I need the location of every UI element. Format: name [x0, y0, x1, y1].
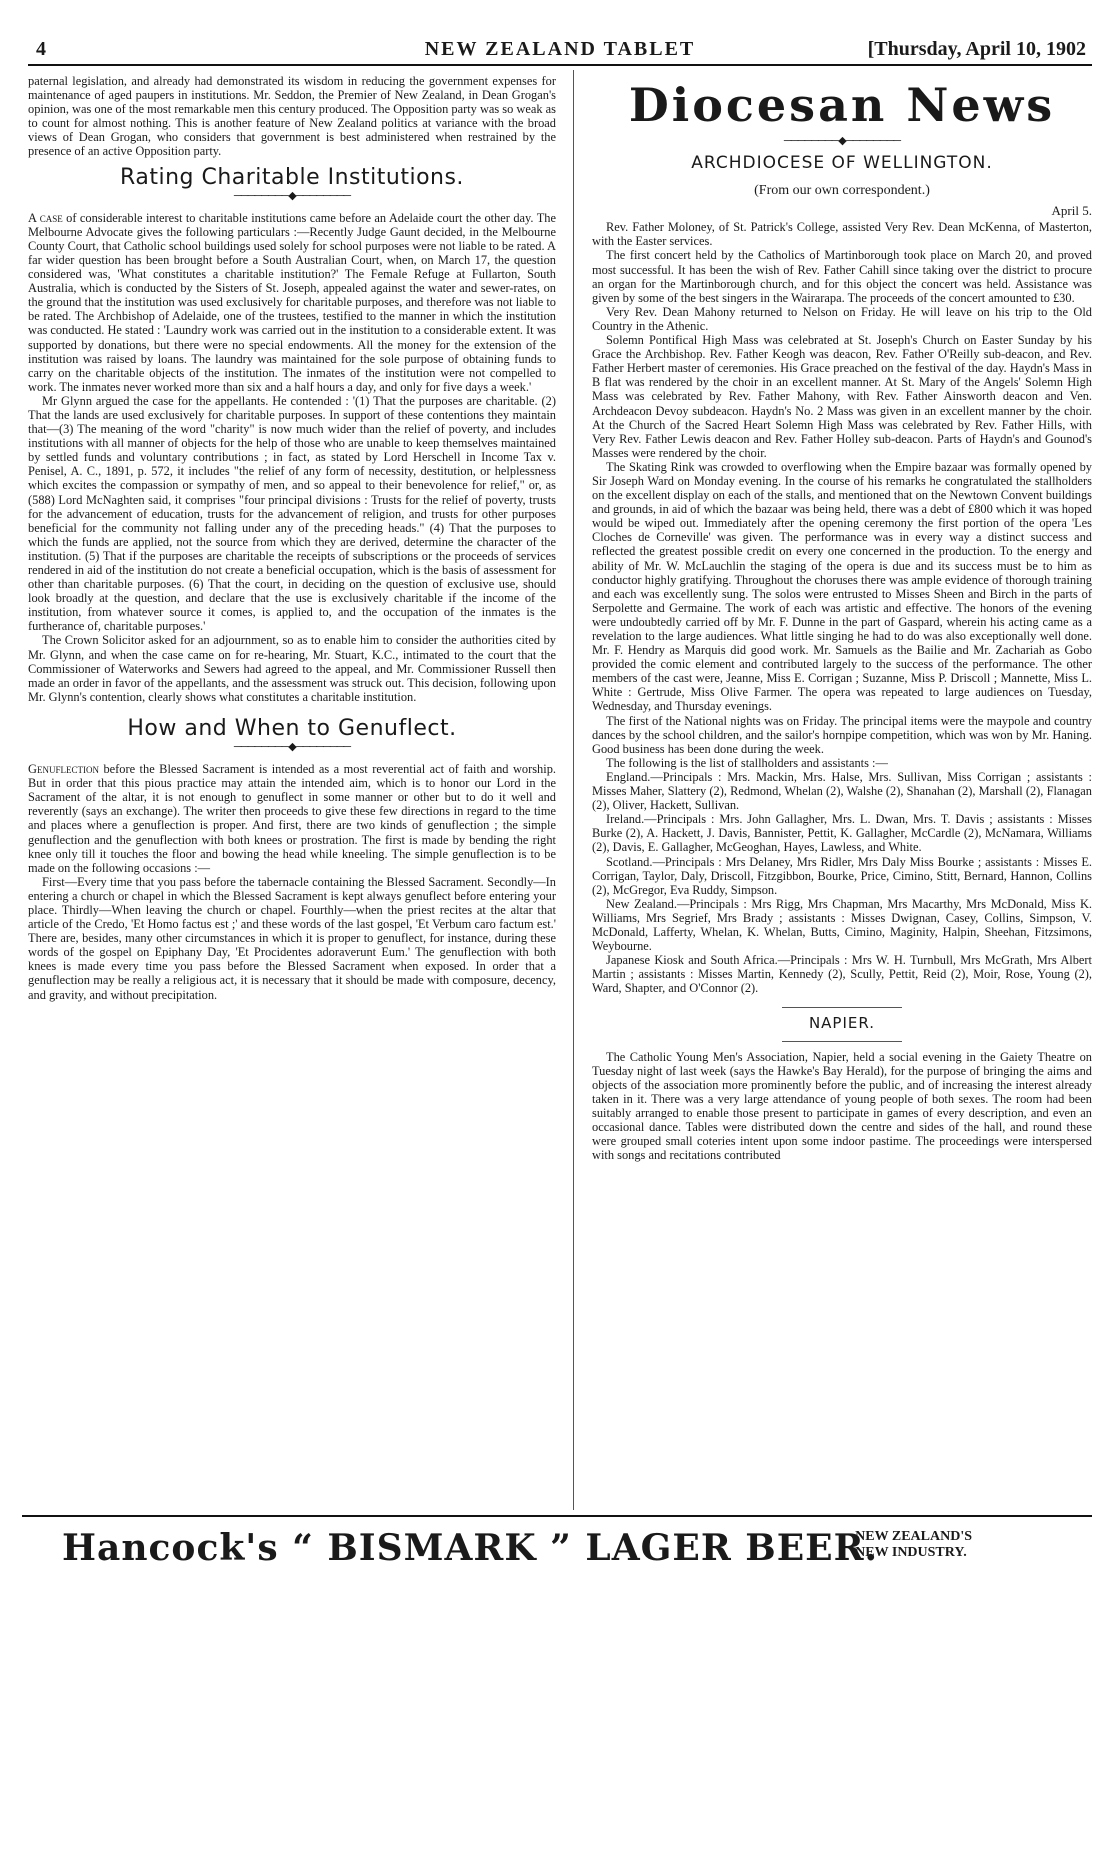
- genuflect-lead: Genuflection: [28, 762, 99, 777]
- genuflect-paragraph-2: First—Every time that you pass before the tabernacle containing the Blessed Sacrament. Secondly—In entering a church or chapel in which the Blessed Sacrament is kept always genuflect before entering your place. Thirdly—When leaving the church or chapel. Fourthly—when the priest recites at the altar that article of the Credo, 'Et Homo factus est ;' and these words of the last gospel, 'Et Verbum caro factum est.' There are, besides, many other circumstances in which it is proper to genuflect, for instance, during these words of the gospel on Epiphany Day, 'Et Procidentes adoraverunt Eum.' The genuflection with both knees is made every time you pass before the Blessed Sacrament when exposed. In order that a genuflection may be really a religious act, it is necessary that it should be made with composure, decency, and gravity, and without precipitation.: [28, 874, 556, 1002]
- news-paragraph: The Skating Rink was crowded to overflowing when the Empire bazaar was formally opened by Sir Joseph Ward on Monday evening. In the course of his remarks he congratulated the stallholders on the excellent display on each of the stalls, and mentioned that on the Newtown Convent buildings and grounds, in aid of which the bazaar was being held, there was a debt of £800 which it was hoped would be wiped out. Immediately after the opening ceremony the first portion of the opera 'Les Cloches de Corneville' was given. The performance was in every way a distinct success and reflected the greatest possible credit on every one concerned in the production. To the energy and ability of Mr. W. McLauchlin the staging of the opera is due and its success must be to him as conductor highly gratifying. Throughout the choruses there was ample evidence of thorough training and each was excellently sung. The solos were entrusted to Misses Sheen and Birch in the parts of Serpolette and Germaine. The work of each was artistic and effective. The honors of the evening were undoubtedly carried off by Mr. F. Dunne in the part of Gaspard, wherein his acting came as a revelation to the large audiences. What little singing he had to do was also exceptionally well done. Mr. F. Hendry as Marquis did good work. Mr. Samuels as the Bailie and Mr. Zachariah as Gobo provided the comic element and contributed largely to the success of the performance. The other members of the cast were, Jeanne, Miss E. Corrigan ; Suzanne, Miss P. Driscoll ; Mannette, Miss L. White : Gertrude, Miss Olive Farmer. The opera was repeated to large audiences on Tuesday, Wednesday, and Thursday evenings.: [592, 459, 1092, 714]
- ornament-divider: ────────◆────────: [233, 741, 351, 754]
- rating-paragraph-2: Mr Glynn argued the case for the appellants. He contended : '(1) That the purposes are charitable. (2) That the lands are used exclusively for charitable purposes. In support of these contentions they maintain that—(3) The meaning of the word "charity" is now much wider than the relief of poverty, and includes institutions with all manner of objects for the help of those who are unable to keep themselves maintained by settled funds and voluntary contributions ; in fact, as stated by Lord Herschell in Income Tax v. Penisel, A. C., 1891, p. 572, it includes "the relief of any form of necessity, destitution, or helplessness which excites the compassion or sympathy of men, and so appeal to their benevolence for relief," or, as (588) Lord McNaghten said, it comprises "four principal divisions : Trusts for the relief of poverty, trusts for the advancement of education, trusts for the advancement of religion, and trusts for other purposes beneficial for the community not falling under any of the preceding heads." (4) That the purposes to which the funds are applied, not the source from which they are derived, determine the character of the institution. (5) That if the purposes are charitable the receipts of subscriptions or the proceeds of services rendered in aid of the institution do not create a beneficial occupation, which is the basis of assessment for other than charitable purposes. (6) That the court, in deciding on the question of exclusive use, should look broadly at the question, and declare that the use is exclusively charitable if the income of the institution, from whatever source it comes, is applied to, and the occupation of the inmates is the furtherance of, charitable purposes.': [28, 393, 556, 634]
- news-paragraph: The first of the National nights was on Friday. The principal items were the maypole and country dances by the school children, and the sailor's hornpipe competition, which was won by Mr. Haning. Good business has been done during the week.: [592, 713, 1092, 756]
- ornament-divider: ────────◆────────: [233, 189, 351, 202]
- ornament-divider: ────────◆────────: [783, 135, 901, 147]
- section-title: Diocesan News: [628, 78, 1056, 132]
- page-header: [28, 34, 1092, 66]
- rating-paragraph-3: The Crown Solicitor asked for an adjournment, so as to enable him to consider the authorities cited by Mr. Glynn, and when the case came on for re-hearing, Mr. Stuart, K.C., intimated to the court that the Commissioner of Waterworks and Sewers had agreed to the appeal, and Mr. Commissioner Russell then made an order in favor of the appellants, and the assessment was struck out. This decision, following upon Mr. Glynn's contention, clearly shows what constitutes a charitable institution.: [28, 633, 556, 704]
- genuflect-heading: How and When to Genuflect.: [127, 715, 457, 741]
- news-paragraph: The following is the list of stallholders and assistants :—: [606, 755, 888, 770]
- left-column: [28, 74, 556, 1504]
- section-rule: [782, 1041, 902, 1042]
- advertisement-footer: [22, 1515, 1092, 1577]
- industry-line-2: NEW INDUSTRY.: [855, 1545, 967, 1560]
- page-number: 4: [36, 38, 46, 60]
- stall-list-item: England.—Principals : Mrs. Mackin, Mrs. Halse, Mrs. Sullivan, Miss Corrigan ; assistants : Misses Maher, Slattery (2), Redmond, Whelan (2), Walshe (2), Shanahan (2), Marshall (2), Flanagan (2), Oliver, Hackett, Sullivan.: [592, 769, 1092, 813]
- right-column: [592, 74, 1092, 1504]
- genuflect-text: before the Blessed Sacrament is intended as a most reverential act of faith and worship. But in order that this pious practice may attain the intended aim, which is to honor our Lord in the Sacrament of the altar, it is not enough to genuflect in some manner or other but to do it well and reverently (says an exchange). The writer then proceeds to give these few directions in regard to the time and places where a genuflection is proper. And first, there are two kinds of genuflection ; the simple genuflection and the genuflection with both knees or prostration. The first is made by bending the right knee only till it touches the floor and bowing the head while kneeling. The simple genuflection is to be made on the following occasions :—: [28, 762, 556, 875]
- rating-heading: Rating Charitable Institutions.: [120, 164, 464, 190]
- intro-paragraph: paternal legislation, and already had demonstrated its wisdom in reducing the government expenses for maintenance of aged paupers in institutions. Mr. Seddon, the Premier of New Zealand, in Dean Grogan's opinion, was one of the most remarkable men this century produced. The Opposition party was so weak as to count for almost nothing. This is another feature of New Zealand politics at variance with the broad views of Dean Grogan, who considers that government is best administered when restrained by the presence of an active Opposition party.: [28, 74, 556, 159]
- section-rule: [782, 1007, 902, 1008]
- rating-lead: A case: [28, 210, 63, 225]
- section-subtitle: ARCHDIOCESE OF WELLINGTON.: [691, 153, 993, 173]
- napier-heading: NAPIER.: [808, 1014, 876, 1033]
- column-rule: [573, 70, 574, 1510]
- industry-line-1: NEW ZEALAND'S: [855, 1529, 972, 1544]
- industry-note: [855, 1529, 972, 1561]
- issue-date: [Thursday, April 10, 1902: [867, 38, 1086, 60]
- news-paragraph: Rev. Father Moloney, of St. Patrick's College, assisted Very Rev. Dean McKenna, of Masterton, with the Easter services.: [592, 220, 1092, 249]
- stall-list-item: New Zealand.—Principals : Mrs Rigg, Mrs Chapman, Mrs Macarthy, Mrs McDonald, Miss K. Williams, Mrs Segrief, Mrs Brady ; assistants : Misses Dwignan, Casey, Collins, Simpson, V. McDonald, Lafferty, Whelan, K. Whelan, Butts, Cimino, Maginity, Halpin, Sheehan, Fitzsimons, Weybourne.: [592, 896, 1092, 954]
- rating-paragraph: [28, 211, 556, 394]
- lager-advertisement: Hancock's “ BISMARK ” LAGER BEER.: [62, 1527, 879, 1569]
- masthead: NEW ZEALAND TABLET: [424, 38, 696, 60]
- stall-list-item: Scotland.—Principals : Mrs Delaney, Mrs Ridler, Mrs Daly Miss Bourke ; assistants : Misses E. Corrigan, Taylor, Daly, Driscoll, Fitzgibbon, Bourke, Price, Cimino, Stitt, Bernard, Hannon, Collins (2), McGregor, Eva Ruddy, Simpson.: [592, 854, 1092, 897]
- dateline: April 5.: [1051, 203, 1092, 219]
- stall-list-item: Ireland.—Principals : Mrs. John Gallagher, Mrs. L. Dwan, Mrs. T. Davis ; assistants : Misses Burke (2), A. Hackett, J. Davis, Bannister, Pettit, K. Gallagher, McCardle (2), McNamara, Williams (2), Davis, E. Gallagher, McGeoghan, Hayes, Lawless, and White.: [592, 812, 1092, 855]
- genuflect-paragraph: [28, 762, 556, 875]
- byline: (From our own correspondent.): [754, 183, 930, 199]
- news-paragraph: Solemn Pontifical High Mass was celebrated at St. Joseph's Church on Easter Sunday by his Grace the Archbishop. Rev. Father Keogh was deacon, Rev. Father O'Reilly sub-deacon, and Rev. Father Herbert master of ceremonies. His Grace preached on the festival of the day. Haydn's Mass in B flat was rendered by the choir in an excellent manner. At St. Mary of the Angels' Solemn High Mass was celebrated by Rev. Father Mahony, with Rev. Father Ainsworth deacon and Ven. Archdeacon Devoy subdeacon. Haydn's No. 2 Mass was given in an excellent manner by the choir. At the Church of the Sacred Heart Solemn High Mass was celebrated by Rev. Father Hills, with Very Rev. Father Lewis deacon and Rev. Father Holley sub-deacon. Parts of Haydn's and Gounod's Masses were rendered by the choir.: [592, 333, 1092, 460]
- napier-paragraph: The Catholic Young Men's Association, Napier, held a social evening in the Gaiety Theatre on Tuesday night of last week (says the Hawke's Bay Herald), for the purpose of bringing the aims and objects of the association more prominently before the public, and of increasing the interest already taken in it. There was a very large attendance of young people of both sexes. The room had been suitably arranged to enable those present to participate in games of every description, and even an occasional dance. Tables were distributed down the centre and sides of the hall, and round these were grouped small coteries intent upon some indoor pastime. The proceedings were interspersed with songs and recitations contributed: [592, 1049, 1092, 1163]
- stall-list-item: Japanese Kiosk and South Africa.—Principals : Mrs W. H. Turnbull, Mrs McGrath, Mrs Albert Martin ; assistants : Misses Martin, Kennedy (2), Scully, Pettit, Reid (2), Moir, Rose, Young (2), Ward, Shapter, and O'Connor (2).: [592, 953, 1092, 996]
- rating-text: of considerable interest to charitable institutions came before an Adelaide court the other day. The Melbourne Advocate gives the following particulars :—Recently Judge Gaunt decided, in the Melbourne County Court, that Catholic school buildings used solely for school purposes were not liable to be rated. A far wider question has been brought before a South Australian Court, when, on March 17, the question considered was, 'What constitutes a charitable institution?' The Female Refuge at Fullarton, South Australia, which is conducted by the Sisters of St. Joseph, appealed against the water and sewer-rates, on the ground that the institution was used exclusively for charitable purposes, and therefore was not liable to be rated. The Archbishop of Adelaide, one of the trustees, testified to the manner in which the institution was conducted. He stated : 'Laundry work was carried out in the institution to a considerable extent. It was supported by donations, but there were no special endowments. All the money for the extension of the institution was raised by loans. The laundry was maintained for the sole purpose of obtaining funds to carry on the charitable objects of the institution. The inmates of the institution were not compelled to work. The inmates never worked more than six and a half hours a day, and only for five days a week.': [28, 210, 556, 394]
- news-paragraph: Very Rev. Dean Mahony returned to Nelson on Friday. He will leave on his trip to the Old Country in the Athenic.: [592, 304, 1092, 333]
- news-paragraph: The first concert held by the Catholics of Martinborough took place on March 20, and proved most successful. It has been the wish of Rev. Father Cahill since taking over the district to procure an organ for the Martinborough church, and for this object the concert was held. Assistance was given by some of the best singers in the Wairarapa. The proceeds of the concert amounted to £30.: [592, 248, 1092, 305]
